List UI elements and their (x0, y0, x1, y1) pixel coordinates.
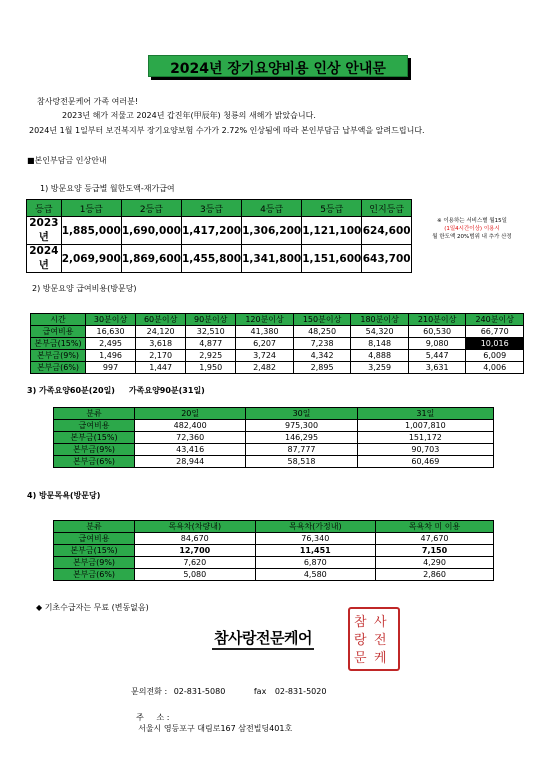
table-cell: 1,151,600 (302, 245, 362, 273)
column-header: 60분이상 (136, 314, 186, 326)
table-cell: 58,518 (246, 456, 357, 468)
table-cell: 4,580 (255, 569, 376, 581)
table-row (31, 338, 524, 350)
table-cell: 28,944 (135, 456, 246, 468)
table-cell: 47,670 (376, 533, 494, 545)
section2-heading: 2) 방문요양 급여비용(방문당) (32, 284, 137, 293)
table-cell: 54,320 (351, 326, 409, 338)
table-header-row (54, 521, 494, 533)
table-cell: 482,400 (135, 420, 246, 432)
section3-heading: 3) 가족요양60분(20일) 가족요양90분(31일) (27, 386, 205, 395)
table-cell: 146,295 (246, 432, 357, 444)
page-title: 2024년 장기요양비용 인상 안내문 (170, 61, 386, 77)
table-cell: 5,447 (408, 350, 466, 362)
column-header: 분류 (54, 408, 135, 420)
table-cell: 6,207 (236, 338, 294, 350)
column-header: 목욕차 미 이용 (376, 521, 494, 533)
visit-care-cost-table (30, 313, 524, 374)
company-name: 참사랑전문케어 (212, 627, 314, 650)
table-cell: 3,259 (351, 362, 409, 374)
table-cell: 2,495 (86, 338, 136, 350)
table-cell: 2,925 (186, 350, 236, 362)
table-cell: 1,885,000 (61, 217, 121, 245)
table-header-row (31, 314, 524, 326)
row-label: 2024년 (27, 245, 62, 273)
table-cell: 1,447 (136, 362, 186, 374)
table-row (54, 569, 494, 581)
column-header: 30분이상 (86, 314, 136, 326)
table-cell: 7,238 (293, 338, 351, 350)
family-care-table (53, 407, 494, 468)
column-header: 3등급 (181, 200, 241, 217)
column-header: 30일 (246, 408, 357, 420)
table-cell: 1,869,600 (121, 245, 181, 273)
table-cell: 1,306,200 (242, 217, 302, 245)
table-cell: 6,870 (255, 557, 376, 569)
highlighted-cell: 10,016 (466, 338, 524, 350)
note-line: 월 한도액 20%범위 내 추가 산정 (432, 234, 512, 240)
table-cell: 84,670 (135, 533, 256, 545)
table-cell: 43,416 (135, 444, 246, 456)
note-line: (1일4시간이상) 이용시 (444, 226, 500, 232)
row-label: 본부금(6%) (54, 569, 135, 581)
phone-label: 문의전화 : (131, 687, 168, 696)
table-cell: 1,341,800 (242, 245, 302, 273)
table-cell: 72,360 (135, 432, 246, 444)
monthly-limit-table (26, 199, 412, 273)
column-header: 20일 (135, 408, 246, 420)
column-header: 31일 (357, 408, 493, 420)
table-cell: 4,877 (186, 338, 236, 350)
table-cell: 624,600 (362, 217, 412, 245)
table-cell: 997 (86, 362, 136, 374)
table-cell: 4,888 (351, 350, 409, 362)
table-cell: 1,121,100 (302, 217, 362, 245)
table-row (27, 217, 412, 245)
table-row (54, 545, 494, 557)
table-cell: 3,631 (408, 362, 466, 374)
company-seal: 참 사 랑 전 문 케 (348, 607, 400, 671)
column-header: 시간 (31, 314, 86, 326)
table-cell: 41,380 (236, 326, 294, 338)
row-label: 본부금(9%) (54, 444, 135, 456)
table-cell: 4,342 (293, 350, 351, 362)
table-cell: 2,170 (136, 350, 186, 362)
table-row (54, 533, 494, 545)
fax-label: fax (253, 687, 267, 696)
table-cell: 4,006 (466, 362, 524, 374)
table-cell: 9,080 (408, 338, 466, 350)
section-main-heading: ■본인부담금 인상안내 (27, 156, 107, 165)
table-row (31, 326, 524, 338)
table-cell: 1,455,800 (181, 245, 241, 273)
table-cell: 12,700 (135, 545, 256, 557)
table-cell: 60,530 (408, 326, 466, 338)
column-header: 240분이상 (466, 314, 524, 326)
phone-number: 02-831-5080 (173, 687, 226, 696)
table-cell: 2,860 (376, 569, 494, 581)
table-cell: 4,290 (376, 557, 494, 569)
address-label: 주 소 : (136, 713, 170, 722)
contact-address-row (131, 703, 292, 734)
table-row (31, 350, 524, 362)
row-label: 급여비용 (31, 326, 86, 338)
column-header: 5등급 (302, 200, 362, 217)
table-cell: 90,703 (357, 444, 493, 456)
table-cell: 24,120 (136, 326, 186, 338)
row-label: 본부금(9%) (31, 350, 86, 362)
footnote: ◆ 기초수급자는 무료 (변동없음) (36, 603, 149, 612)
table-cell: 975,300 (246, 420, 357, 432)
column-header: 등급 (27, 200, 62, 217)
table-row (54, 456, 494, 468)
row-label: 급여비용 (54, 533, 135, 545)
table-cell: 1,007,810 (357, 420, 493, 432)
column-header: 2등급 (121, 200, 181, 217)
table-cell: 48,250 (293, 326, 351, 338)
table-row (31, 362, 524, 374)
row-label: 본부금(6%) (31, 362, 86, 374)
greeting: 참사랑전문케어 가족 여러분! (37, 97, 139, 106)
table-cell: 16,630 (86, 326, 136, 338)
column-header: 150분이상 (293, 314, 351, 326)
table-cell: 3,724 (236, 350, 294, 362)
column-header: 목욕차(가정내) (255, 521, 376, 533)
table-cell: 2,895 (293, 362, 351, 374)
address: 서울시 영등포구 대림로167 삼전빌딩401호 (138, 724, 293, 733)
table-cell: 643,700 (362, 245, 412, 273)
table-row (54, 432, 494, 444)
section1-heading: 1) 방문요양 등급별 월한도액-재가급여 (40, 184, 175, 193)
table-cell: 8,148 (351, 338, 409, 350)
column-header: 1등급 (61, 200, 121, 217)
column-header: 목욕차(차량내) (135, 521, 256, 533)
table-cell: 7,150 (376, 545, 494, 557)
table-row (27, 245, 412, 273)
section4-heading: 4) 방문목욕(방문당) (27, 491, 101, 500)
intro-line-2: 2024년 1월 1일부터 보건복지부 장기요양보험 수가가 2.72% 인상됨에 따라 본인부담금 납부액을 알려드립니다. (29, 126, 425, 135)
table-cell: 1,690,000 (121, 217, 181, 245)
table-cell: 76,340 (255, 533, 376, 545)
row-label: 2023년 (27, 217, 62, 245)
bath-service-table (53, 520, 494, 581)
row-label: 본부금(15%) (54, 545, 135, 557)
limit-note (423, 217, 521, 241)
column-header: 210분이상 (408, 314, 466, 326)
intro-line-1: 2023년 해가 저물고 2024년 갑진年(甲辰年) 청룡의 새해가 밝았습니다. (62, 111, 316, 120)
column-header: 120분이상 (236, 314, 294, 326)
table-cell: 66,770 (466, 326, 524, 338)
table-cell: 32,510 (186, 326, 236, 338)
table-cell: 2,069,900 (61, 245, 121, 273)
row-label: 급여비용 (54, 420, 135, 432)
contact-phone-row (131, 686, 326, 697)
table-cell: 6,009 (466, 350, 524, 362)
table-cell: 2,482 (236, 362, 294, 374)
column-header: 90분이상 (186, 314, 236, 326)
column-header: 180분이상 (351, 314, 409, 326)
table-row (54, 557, 494, 569)
column-header: 인지등급 (362, 200, 412, 217)
table-cell: 1,950 (186, 362, 236, 374)
title-banner (148, 55, 408, 77)
table-header-row (27, 200, 412, 217)
table-header-row (54, 408, 494, 420)
column-header: 분류 (54, 521, 135, 533)
table-cell: 1,417,200 (181, 217, 241, 245)
row-label: 본부금(15%) (54, 432, 135, 444)
table-row (54, 444, 494, 456)
row-label: 본부금(6%) (54, 456, 135, 468)
table-cell: 60,469 (357, 456, 493, 468)
table-cell: 7,620 (135, 557, 256, 569)
fax-number: 02-831-5020 (274, 687, 327, 696)
note-line: ※ 이용하는 서비스별 월15일 (437, 218, 507, 224)
column-header: 4등급 (242, 200, 302, 217)
table-cell: 11,451 (255, 545, 376, 557)
table-cell: 3,618 (136, 338, 186, 350)
table-cell: 1,496 (86, 350, 136, 362)
table-cell: 87,777 (246, 444, 357, 456)
table-cell: 151,172 (357, 432, 493, 444)
table-row (54, 420, 494, 432)
row-label: 본부금(9%) (54, 557, 135, 569)
table-cell: 5,080 (135, 569, 256, 581)
row-label: 본부금(15%) (31, 338, 86, 350)
